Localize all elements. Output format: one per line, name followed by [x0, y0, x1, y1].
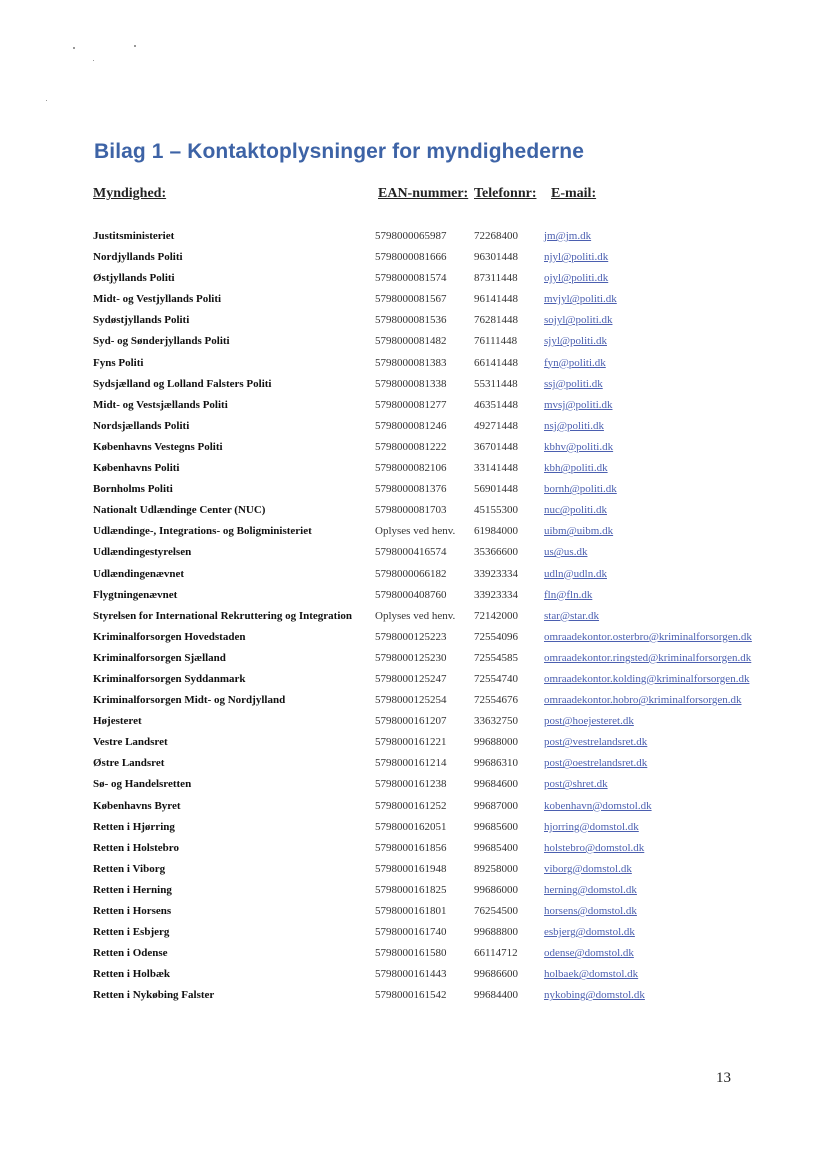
phone-number: 76281448: [474, 314, 518, 327]
table-row: [0, 356, 828, 377]
phone-number: 33632750: [474, 715, 518, 728]
table-row: [0, 988, 828, 1009]
ean-number: 5798000081482: [375, 335, 447, 348]
phone-number: 99687000: [474, 799, 518, 812]
phone-number: 99685600: [474, 820, 518, 833]
email-link[interactable]: omraadekontor.osterbro@kriminalforsorgen.dk: [544, 630, 752, 643]
phone-number: 72554740: [474, 672, 518, 685]
phone-number: 72554585: [474, 651, 518, 664]
ean-number: 5798000161948: [375, 862, 447, 875]
table-row: [0, 672, 828, 693]
email-link[interactable]: holstebro@domstol.dk: [544, 841, 645, 854]
scan-speck: [46, 100, 47, 101]
phone-number: 33923334: [474, 588, 518, 601]
phone-number: 99686310: [474, 757, 518, 770]
authority-name: Fyns Politi: [93, 356, 144, 369]
table-row: [0, 862, 828, 883]
authority-name: Kriminalforsorgen Sjælland: [93, 651, 226, 664]
authority-name: Styrelsen for International Rekruttering og Integration: [93, 609, 352, 622]
table-row: [0, 799, 828, 820]
phone-number: 61984000: [474, 525, 518, 538]
ean-number: 5798000081383: [375, 356, 447, 369]
scan-speck: [134, 45, 136, 47]
ean-number: 5798000161214: [375, 757, 447, 770]
email-link[interactable]: herning@domstol.dk: [544, 883, 637, 896]
authority-name: Nordjyllands Politi: [93, 251, 183, 264]
scan-speck: [73, 47, 75, 49]
authority-name: Sydsjælland og Lolland Falsters Politi: [93, 377, 272, 390]
authority-name: Midt- og Vestjyllands Politi: [93, 293, 222, 306]
ean-number: 5798000161207: [375, 715, 447, 728]
table-row: [0, 967, 828, 988]
email-link[interactable]: jm@jm.dk: [544, 230, 592, 242]
ean-number: 5798000081574: [375, 272, 447, 285]
ean-number: 5798000162051: [375, 820, 447, 833]
email-link[interactable]: mvjyl@politi.dk: [544, 293, 617, 306]
header-email: E-mail:: [551, 186, 597, 201]
ean-number: 5798000161580: [375, 947, 447, 960]
ean-number: 5798000125247: [375, 672, 447, 685]
phone-number: 99685400: [474, 841, 518, 854]
ean-number: 5798000081338: [375, 377, 447, 390]
phone-number: 96141448: [474, 293, 518, 306]
ean-number: 5798000125254: [375, 694, 447, 707]
ean-number: Oplyses ved henv.: [375, 609, 456, 622]
email-link[interactable]: omraadekontor.ringsted@kriminalforsorgen.dk: [544, 651, 752, 664]
phone-number: 72554096: [474, 630, 518, 643]
phone-number: 72268400: [474, 230, 518, 242]
authority-name: Nordsjællands Politi: [93, 419, 190, 432]
phone-number: 89258000: [474, 862, 518, 875]
ean-number: 5798000081277: [375, 398, 447, 411]
email-link[interactable]: us@us.dk: [544, 546, 588, 559]
table-row: [0, 609, 828, 630]
email-link[interactable]: kobenhavn@domstol.dk: [544, 799, 652, 812]
phone-number: 33923334: [474, 567, 518, 580]
authority-name: Østre Landsret: [93, 757, 165, 770]
phone-number: 72554676: [474, 694, 518, 707]
ean-number: 5798000081536: [375, 314, 447, 327]
table-row: [0, 503, 828, 524]
email-link[interactable]: holbaek@domstol.dk: [544, 968, 639, 981]
authority-name: Sø- og Handelsretten: [93, 778, 192, 791]
ean-number: 5798000161252: [375, 799, 447, 812]
phone-number: 76111448: [474, 335, 518, 348]
email-link[interactable]: post@shret.dk: [544, 778, 608, 791]
table-row: [0, 693, 828, 714]
phone-number: 87311448: [474, 272, 518, 285]
page-title: Bilag 1 – Kontaktoplysninger for myndighederne: [94, 140, 585, 163]
ean-number: 5798000081567: [375, 293, 447, 306]
phone-number: 35366600: [474, 546, 518, 559]
phone-number: 45155300: [474, 504, 518, 517]
phone-number: 55311448: [474, 377, 518, 390]
authority-name: Syd- og Sønderjyllands Politi: [93, 335, 230, 348]
email-link[interactable]: udln@udln.dk: [544, 567, 607, 580]
ean-number: Oplyses ved henv.: [375, 525, 456, 538]
table-row: [0, 440, 828, 461]
authority-name: Retten i Herning: [93, 883, 172, 896]
table-row: [0, 756, 828, 777]
phone-number: 49271448: [474, 419, 518, 432]
table-row: [0, 398, 828, 419]
authority-name: Kriminalforsorgen Hovedstaden: [93, 630, 246, 643]
authority-name: Sydøstjyllands Politi: [93, 314, 190, 327]
table-row: [0, 377, 828, 398]
authority-name: Københavns Byret: [93, 799, 181, 812]
table-row: [0, 925, 828, 946]
email-link[interactable]: esbjerg@domstol.dk: [544, 926, 635, 939]
ean-number: 5798000081703: [375, 504, 447, 517]
header-authority: Myndighed:: [93, 186, 167, 201]
table-row: [0, 651, 828, 672]
email-link[interactable]: omraadekontor.kolding@kriminalforsorgen.dk: [544, 672, 750, 685]
email-link[interactable]: viborg@domstol.dk: [544, 862, 632, 875]
phone-number: 99686600: [474, 968, 518, 981]
table-row: [0, 735, 828, 756]
phone-number: 99688800: [474, 926, 518, 939]
table-row: [0, 777, 828, 798]
phone-number: 99684400: [474, 989, 518, 1002]
authority-name: Retten i Odense: [93, 947, 168, 960]
ean-number: 5798000081222: [375, 440, 447, 453]
ean-number: 5798000161856: [375, 841, 447, 854]
authority-name: Udlændingenævnet: [93, 567, 185, 580]
ean-number: 5798000161801: [375, 905, 447, 917]
email-link[interactable]: ojyl@politi.dk: [544, 272, 609, 285]
phone-number: 96301448: [474, 251, 518, 264]
email-link[interactable]: fln@fln.dk: [544, 588, 593, 601]
email-link[interactable]: nykobing@domstol.dk: [544, 989, 645, 1002]
ean-number: 5798000416574: [375, 546, 447, 559]
phone-number: 33141448: [474, 462, 518, 475]
phone-number: 46351448: [474, 398, 518, 411]
authority-name: Udlændingestyrelsen: [93, 546, 192, 559]
authority-name: Flygtningenævnet: [93, 588, 178, 601]
scan-speck: [93, 60, 94, 61]
authority-name: Højesteret: [93, 715, 142, 728]
ean-number: 5798000065987: [375, 230, 447, 242]
email-link[interactable]: kbhv@politi.dk: [544, 440, 614, 453]
table-row: [0, 271, 828, 292]
authority-name: Retten i Nykøbing Falster: [93, 989, 215, 1002]
email-link[interactable]: ssj@politi.dk: [544, 377, 603, 390]
authority-name: Retten i Holstebro: [93, 841, 179, 854]
header-phone: Telefonnr:: [474, 186, 537, 201]
table-row: [0, 545, 828, 566]
authority-name: Retten i Hjørring: [93, 820, 175, 833]
authority-name: Nationalt Udlændinge Center (NUC): [93, 504, 266, 517]
authority-name: Kriminalforsorgen Syddanmark: [93, 672, 246, 685]
email-link[interactable]: omraadekontor.hobro@kriminalforsorgen.dk: [544, 694, 742, 707]
email-link[interactable]: uibm@uibm.dk: [544, 525, 614, 538]
authority-name: Udlændinge-, Integrations- og Boligministeriet: [93, 525, 312, 538]
authority-name: Bornholms Politi: [93, 483, 173, 496]
email-link[interactable]: star@star.dk: [544, 609, 600, 622]
phone-number: 66141448: [474, 356, 518, 369]
phone-number: 66114712: [474, 947, 518, 960]
ean-number: 5798000081246: [375, 419, 447, 432]
email-link[interactable]: nuc@politi.dk: [544, 504, 607, 517]
contact-table: [0, 229, 828, 1009]
table-row: [0, 904, 828, 925]
ean-number: 5798000125223: [375, 630, 447, 643]
table-row: [0, 229, 828, 250]
email-link[interactable]: horsens@domstol.dk: [544, 905, 637, 917]
authority-name: Midt- og Vestsjællands Politi: [93, 398, 228, 411]
phone-number: 56901448: [474, 483, 518, 496]
authority-name: Vestre Landsret: [93, 736, 168, 749]
authority-name: Østjyllands Politi: [93, 272, 175, 285]
authority-name: Retten i Horsens: [93, 905, 172, 917]
table-row: [0, 714, 828, 735]
table-row: [0, 820, 828, 841]
email-link[interactable]: kbh@politi.dk: [544, 462, 608, 475]
email-link[interactable]: nsj@politi.dk: [544, 419, 604, 432]
ean-number: 5798000082106: [375, 462, 447, 475]
email-link[interactable]: sojyl@politi.dk: [544, 314, 613, 327]
table-row: [0, 482, 828, 503]
authority-name: Retten i Esbjerg: [93, 926, 170, 939]
ean-number: 5798000161740: [375, 926, 447, 939]
phone-number: 76254500: [474, 905, 518, 917]
phone-number: 99688000: [474, 736, 518, 749]
table-row: [0, 313, 828, 334]
table-row: [0, 524, 828, 545]
phone-number: 36701448: [474, 440, 518, 453]
email-link[interactable]: mvsj@politi.dk: [544, 398, 613, 411]
authority-name: Retten i Viborg: [93, 862, 166, 875]
ean-number: 5798000125230: [375, 651, 447, 664]
ean-number: 5798000161443: [375, 968, 447, 981]
table-row: [0, 250, 828, 271]
ean-number: 5798000161825: [375, 883, 447, 896]
phone-number: 99684600: [474, 778, 518, 791]
email-link[interactable]: sjyl@politi.dk: [544, 335, 607, 348]
table-row: [0, 334, 828, 355]
email-link[interactable]: odense@domstol.dk: [544, 947, 634, 960]
email-link[interactable]: post@vestrelandsret.dk: [544, 736, 648, 749]
authority-name: Københavns Politi: [93, 462, 180, 475]
table-row: [0, 630, 828, 651]
table-row: [0, 461, 828, 482]
ean-number: 5798000081666: [375, 251, 447, 264]
table-row: [0, 946, 828, 967]
email-link[interactable]: post@oestrelandsret.dk: [544, 757, 648, 770]
authority-name: Københavns Vestegns Politi: [93, 440, 223, 453]
ean-number: 5798000066182: [375, 567, 447, 580]
table-row: [0, 883, 828, 904]
table-row: [0, 419, 828, 440]
email-link[interactable]: bornh@politi.dk: [544, 483, 617, 496]
page-number: 13: [716, 1070, 731, 1086]
ean-number: 5798000161238: [375, 778, 447, 791]
authority-name: Kriminalforsorgen Midt- og Nordjylland: [93, 694, 286, 707]
phone-number: 99686000: [474, 883, 518, 896]
ean-number: 5798000081376: [375, 483, 447, 496]
table-row: [0, 588, 828, 609]
authority-name: Justitsministeriet: [93, 230, 175, 242]
authority-name: Retten i Holbæk: [93, 968, 170, 981]
email-link[interactable]: fyn@politi.dk: [544, 356, 606, 369]
ean-number: 5798000161542: [375, 989, 447, 1002]
email-link[interactable]: post@hoejesteret.dk: [544, 715, 634, 728]
ean-number: 5798000408760: [375, 588, 447, 601]
phone-number: 72142000: [474, 609, 518, 622]
table-row: [0, 841, 828, 862]
email-link[interactable]: hjorring@domstol.dk: [544, 820, 639, 833]
table-row: [0, 567, 828, 588]
header-ean: EAN-nummer:: [378, 186, 469, 201]
table-row: [0, 292, 828, 313]
email-link[interactable]: njyl@politi.dk: [544, 251, 609, 264]
ean-number: 5798000161221: [375, 736, 447, 749]
